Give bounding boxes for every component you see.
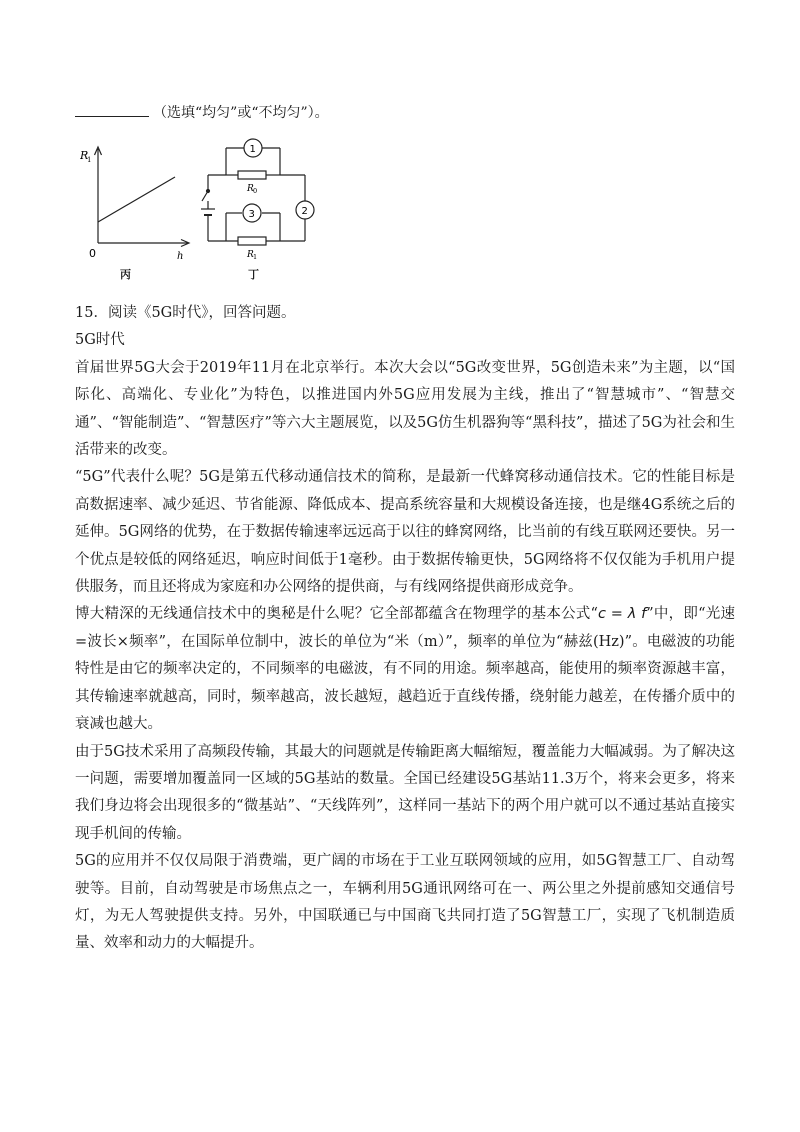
figure-caption-bing: 丙 (120, 268, 131, 281)
y-axis-label-sub: 1 (87, 156, 92, 164)
y-axis-label: R (80, 149, 89, 162)
resistor-r1-label: R (247, 250, 254, 260)
meter-2-label: 2 (301, 206, 308, 217)
reading-passage (75, 300, 735, 958)
x-axis-label: h (177, 251, 184, 262)
resistor-r0-label: R (247, 184, 254, 194)
paragraph-3 (75, 601, 735, 738)
graph-figure (80, 135, 195, 265)
wave-formula: c = λ f (597, 606, 647, 623)
answer-blank[interactable] (75, 102, 149, 117)
paragraph-3-end: ”中，即“光速=波长×频率”，在国际单位制中，波长的单位为“米（m）”，频率的单位为“赫兹(Hz)”。电磁波的功能特性是由它的频率决定的，不同频率的电磁波，有不同的用途。频率越高，能使用的频率资源越丰富，其传输速率就越高，同时，频率越高，波长越短，越趋近于直线传播，绕射能力越差，在传播介质中的衰减也越大。 (75, 606, 735, 733)
paragraph-5: 5G的应用并不仅仅局限于消费端，更广阔的市场在于工业互联网领域的应用，如5G智慧工厂、自动驾驶等。目前，自动驾驶是市场焦点之一，车辆利用5G通讯网络可在一、两公里之外提前感知交通信号灯，为无人驾驶提供支持。另外，中国联通已与中国商飞共同打造了5G智慧工厂，实现了飞机制造质量、效率和动力的大幅提升。 (75, 853, 735, 952)
resistor-r1 (238, 237, 266, 245)
circuit-figure (198, 135, 348, 265)
resistor-r1-sub: 1 (253, 253, 258, 261)
figures-area (80, 135, 340, 285)
paragraph-1: 首届世界5G大会于2019年11月在北京举行。本次大会以“5G改变世界，5G创造未来”为主题，以“国际化、高端化、专业化”为特色，以推进国内外5G应用发展为主线，推出了“智慧城市”、“智慧交通”、“智能制造”、“智慧医疗”等六大主题展览，以及5G仿生机器狗等“黑科技”，描述了5G为社会和生活带来的改变。 (75, 359, 735, 459)
resistor-r0-sub: 0 (253, 187, 258, 195)
meter-3-label: 3 (248, 209, 255, 220)
origin-label: 0 (89, 247, 96, 260)
paragraph-4: 由于5G技术采用了高频段传输，其最大的问题就是传输距离大幅缩短，覆盖能力大幅减弱。为了解决这一问题，需要增加覆盖同一区域的5G基站的数量。全国已经建设5G基站11.3万个，将来会更多，将来我们身边将会出现很多的“微基站”、“天线阵列”，这样同一基站下的两个用户就可以不通过基站直接实现手机间的传输。 (75, 743, 735, 842)
r1-h-line (98, 177, 175, 222)
fill-blank-instruction: （选填“均匀”或“不均匀”）。 (153, 105, 329, 121)
paragraph-2: “5G”代表什么呢？5G是第五代移动通信技术的简称，是最新一代蜂窝移动通信技术。它的性能目标是高数据速率、减少延迟、节省能源、降低成本、提高系统容量和大规模设备连接，也是继4G系统之后的延伸。5G网络的优势，在于数据传输速率远远高于以往的蜂窝网络，比当前的有线互联网还要快。另一个优点是较低的网络延迟，响应时间低于1毫秒。由于数据传输更快，5G网络将不仅仅能为手机用户提供服务，而且还将成为家庭和办公网络的提供商，与有线网络提供商形成竞争。 (75, 469, 735, 596)
article-title: 5G时代 (75, 332, 125, 349)
figure-caption-ding: 丁 (248, 268, 259, 281)
resistor-r0 (238, 171, 266, 179)
question-title: 15．阅读《5G时代》，回答问题。 (75, 305, 296, 321)
fill-blank-line (75, 102, 329, 123)
paragraph-3-start: 博大精深的无线通信技术中的奥秘是什么呢？它全部都蕴含在物理学的基本公式“ (75, 606, 598, 623)
meter-1-label: 1 (249, 144, 256, 155)
